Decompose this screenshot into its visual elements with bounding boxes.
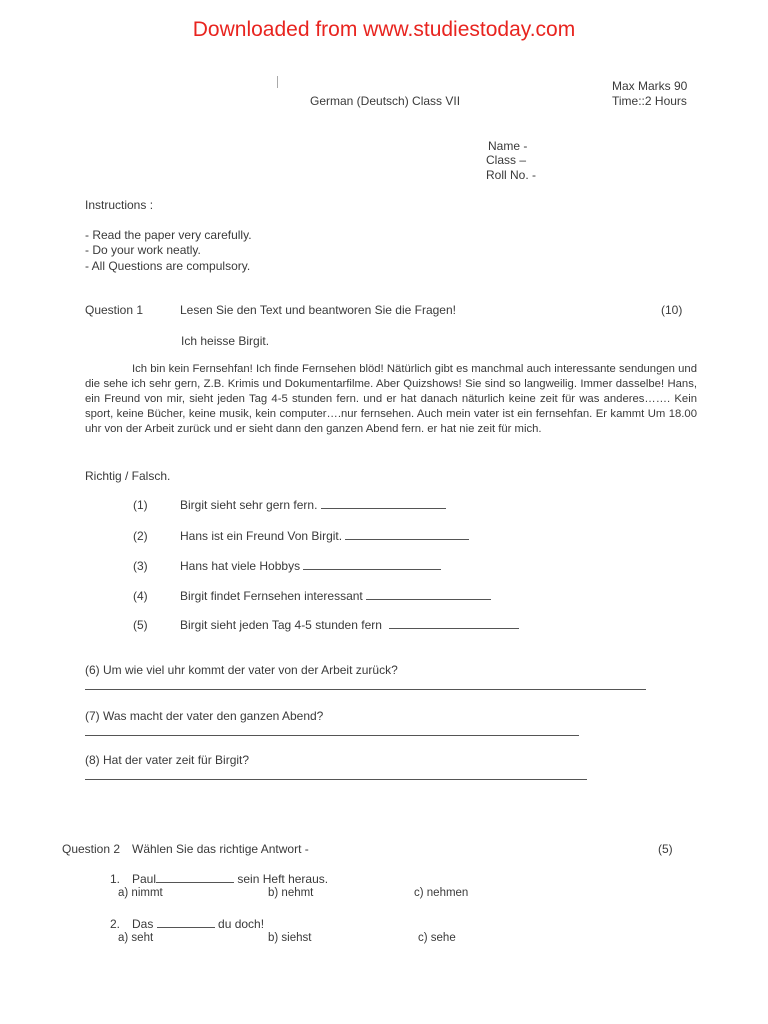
name-field: Name - <box>488 139 528 153</box>
text-cursor <box>277 76 278 88</box>
answer-line[interactable] <box>85 689 646 690</box>
answer-blank[interactable] <box>156 872 234 883</box>
answer-blank[interactable] <box>303 559 441 570</box>
subject-title: German (Deutsch) Class VII <box>310 94 461 108</box>
mc-after: sein Heft heraus. <box>237 872 329 886</box>
mc-number: 2. <box>110 917 121 931</box>
tf-number: (2) <box>133 529 148 543</box>
instruction-item: - Read the paper very carefully. <box>85 228 252 242</box>
option-b[interactable]: b) nehmt <box>268 887 314 899</box>
mc-before: Das <box>132 917 154 931</box>
tf-text: Birgit sieht sehr gern fern. <box>180 498 318 512</box>
mc-number: 1. <box>110 872 121 886</box>
tf-number: (4) <box>133 589 148 603</box>
answer-line[interactable] <box>85 735 579 736</box>
mc-before: Paul <box>132 872 157 886</box>
answer-blank[interactable] <box>389 618 519 629</box>
mc-after: du doch! <box>218 917 265 931</box>
option-a[interactable]: a) seht <box>118 932 154 944</box>
tf-text: Birgit findet Fernsehen interessant <box>180 589 363 603</box>
mc-sentence <box>132 872 328 886</box>
question-1-prompt: Lesen Sie den Text und beantworen Sie die Fragen! <box>180 303 456 317</box>
tf-statement <box>180 559 441 573</box>
option-b[interactable]: b) siehst <box>268 932 312 944</box>
question-2-prompt: Wählen Sie das richtige Antwort - <box>132 842 309 856</box>
reading-passage: Ich bin kein Fernsehfan! Ich finde Fernsehen blöd! Nätürlich gibt es manchmal auch interessante sendungen und die sehe ich sehr gern, Z.B. Krimis und Dokumentarfilme. Aber Quizshows! Sie sind so langweilig. Immer dasselbe! Hans, ein Freund von mir, sieht jeden Tag 4-5 stunden fern. und er hat danach näturlich keine zeit für was anderes……. Kein sport, keine Bücher, keine musik, kein computer….nur fernsehen. Auch mein vater ist ein fernsehfan. Er kammt Um 18.00 uhr von der Arbeit zurück und er sieht dann den ganzen Abend fern. er hat nie zeit für mich. <box>85 363 697 435</box>
question-1-marks: (10) <box>661 303 683 317</box>
answer-blank[interactable] <box>345 529 469 540</box>
open-question: (8) Hat der vater zeit für Birgit? <box>85 753 250 767</box>
tf-number: (5) <box>133 618 148 632</box>
time-allowed: Time::2 Hours <box>612 94 687 108</box>
tf-statement <box>180 618 519 632</box>
answer-line[interactable] <box>85 779 587 780</box>
answer-blank[interactable] <box>321 498 446 509</box>
tf-text: Hans ist ein Freund Von Birgit. <box>180 529 343 543</box>
answer-blank[interactable] <box>157 917 215 928</box>
tf-statement <box>180 498 446 512</box>
tf-number: (1) <box>133 498 148 512</box>
question-2-marks: (5) <box>658 842 673 856</box>
download-banner[interactable]: Downloaded from www.studiestoday.com <box>192 18 576 41</box>
instructions-title: Instructions : <box>85 198 154 212</box>
true-false-title: Richtig / Falsch. <box>85 469 171 483</box>
tf-text: Birgit sieht jeden Tag 4-5 stunden fern <box>180 618 382 632</box>
question-1-label: Question 1 <box>85 303 144 317</box>
tf-statement <box>180 529 469 543</box>
option-c[interactable]: c) nehmen <box>414 887 469 899</box>
class-field: Class – <box>486 153 527 167</box>
tf-number: (3) <box>133 559 148 573</box>
answer-blank[interactable] <box>366 589 491 600</box>
open-question: (6) Um wie viel uhr kommt der vater von der Arbeit zurück? <box>85 663 398 677</box>
tf-statement <box>180 589 491 603</box>
instruction-item: - All Questions are compulsory. <box>85 259 251 273</box>
max-marks: Max Marks 90 <box>612 79 688 93</box>
open-question: (7) Was macht der vater den ganzen Abend? <box>85 709 324 723</box>
roll-field: Roll No. - <box>486 168 537 182</box>
tf-text: Hans hat viele Hobbys <box>180 559 301 573</box>
option-c[interactable]: c) sehe <box>418 932 456 944</box>
text-intro: Ich heisse Birgit. <box>181 334 270 348</box>
mc-sentence <box>132 917 264 931</box>
question-2-label: Question 2 <box>62 842 121 856</box>
option-a[interactable]: a) nimmt <box>118 887 163 899</box>
instruction-item: - Do your work neatly. <box>85 243 201 257</box>
